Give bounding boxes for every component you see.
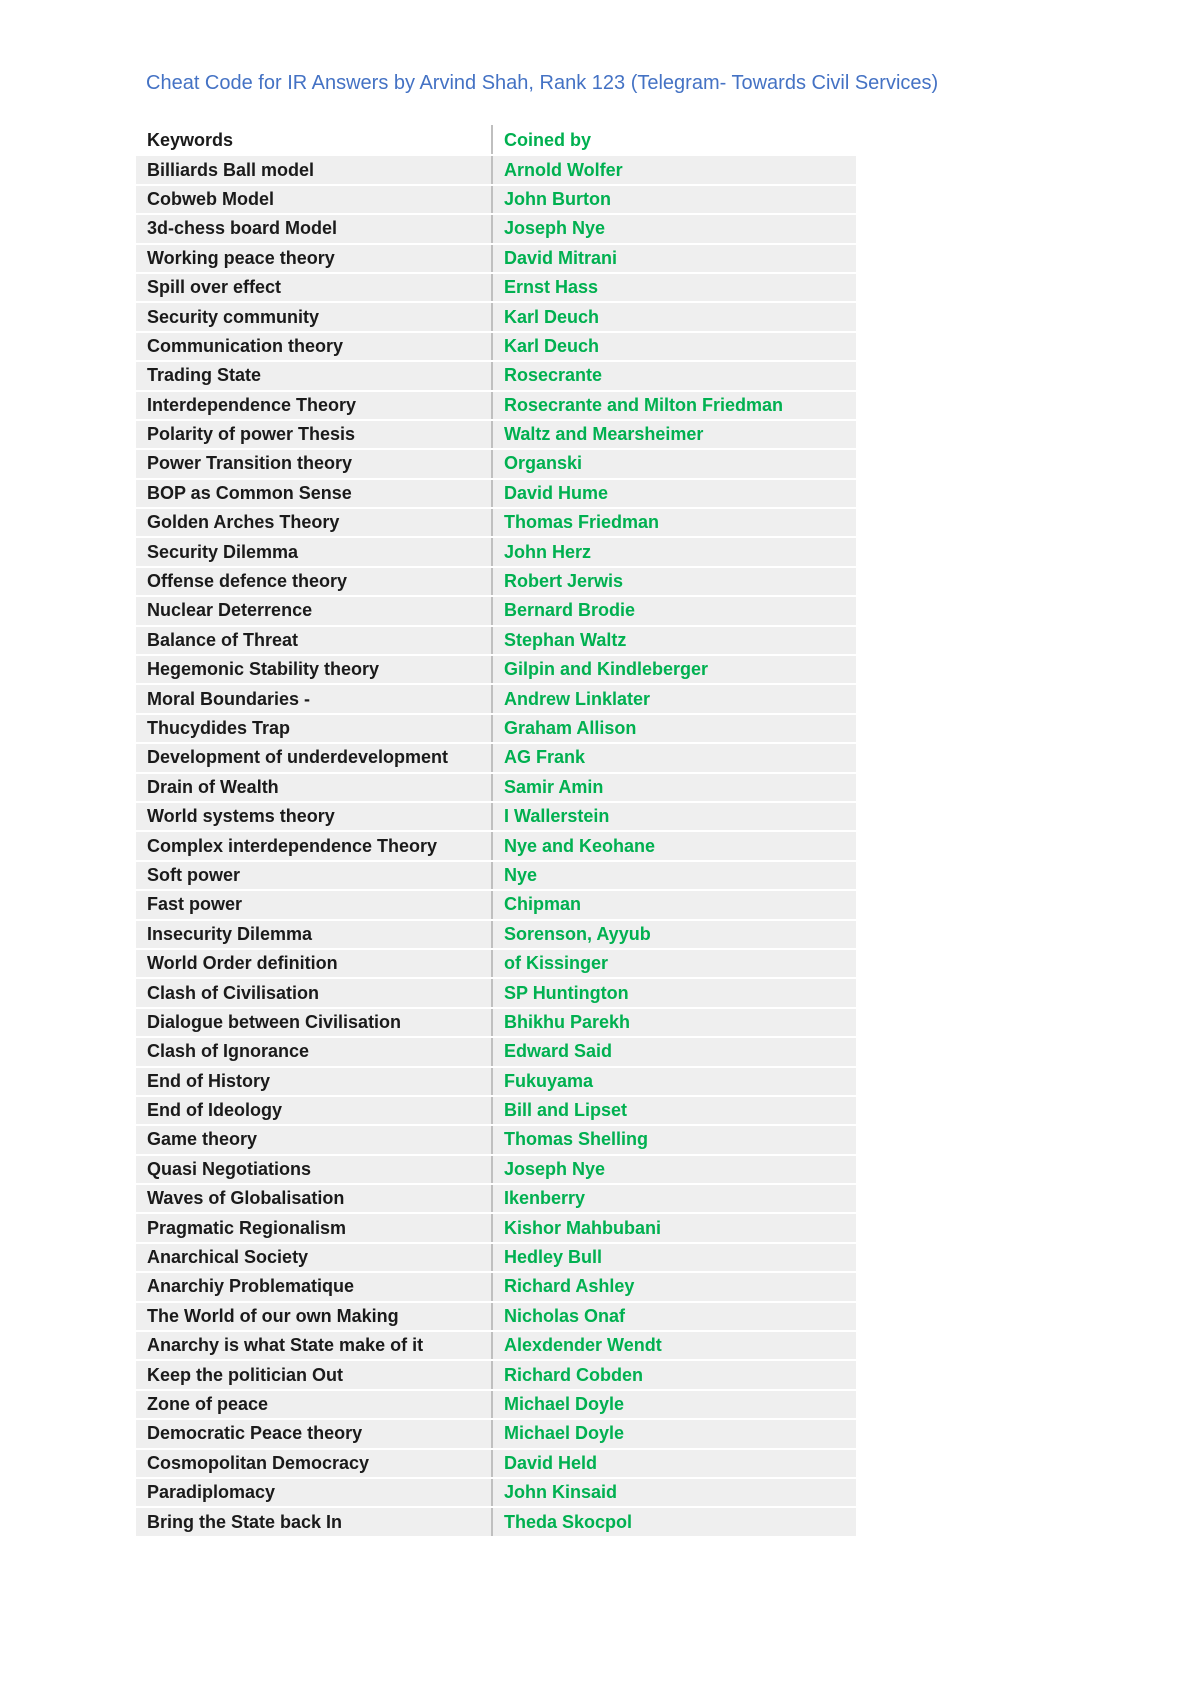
coined-by-cell: Kishor Mahbubani — [492, 1213, 857, 1242]
table-row — [135, 890, 857, 919]
table-row — [135, 537, 857, 566]
coined-by-cell: John Burton — [492, 185, 857, 214]
table-row — [135, 1449, 857, 1478]
keywords-table — [134, 125, 858, 1538]
table-row — [135, 361, 857, 390]
coined-by-cell: Waltz and Mearsheimer — [492, 420, 857, 449]
keyword-cell: Anarchical Society — [135, 1243, 492, 1272]
coined-by-cell: Bill and Lipset — [492, 1096, 857, 1125]
coined-by-cell: David Held — [492, 1449, 857, 1478]
coined-by-cell: AG Frank — [492, 743, 857, 772]
table-row — [135, 1037, 857, 1066]
keyword-cell: Anarchiy Problematique — [135, 1272, 492, 1301]
coined-by-cell: Rosecrante and Milton Friedman — [492, 391, 857, 420]
table-row — [135, 302, 857, 331]
table-row — [135, 1419, 857, 1448]
document-title: Cheat Code for IR Answers by Arvind Shah, Rank 123 (Telegram- Towards Civil Services) — [146, 72, 939, 94]
table-row — [135, 420, 857, 449]
keyword-cell: Bring the State back In — [135, 1507, 492, 1536]
keyword-cell: Power Transition theory — [135, 449, 492, 478]
keyword-cell: 3d-chess board Model — [135, 214, 492, 243]
coined-by-cell: Ikenberry — [492, 1184, 857, 1213]
table-row — [135, 214, 857, 243]
table-row — [135, 655, 857, 684]
keyword-cell: Soft power — [135, 861, 492, 890]
table-row — [135, 978, 857, 1007]
table-row — [135, 743, 857, 772]
keyword-cell: Golden Arches Theory — [135, 508, 492, 537]
coined-by-cell: David Mitrani — [492, 244, 857, 273]
coined-by-cell: John Kinsaid — [492, 1478, 857, 1507]
table-row — [135, 479, 857, 508]
keyword-cell: Development of underdevelopment — [135, 743, 492, 772]
keyword-cell: Zone of peace — [135, 1390, 492, 1419]
keyword-cell: Insecurity Dilemma — [135, 920, 492, 949]
keyword-cell: Paradiplomacy — [135, 1478, 492, 1507]
table-row — [135, 1272, 857, 1301]
keyword-cell: Game theory — [135, 1125, 492, 1154]
coined-by-cell: Bernard Brodie — [492, 596, 857, 625]
table-row — [135, 831, 857, 860]
table-row — [135, 508, 857, 537]
keyword-cell: BOP as Common Sense — [135, 479, 492, 508]
table-row — [135, 1478, 857, 1507]
keyword-cell: End of Ideology — [135, 1096, 492, 1125]
table-row — [135, 1390, 857, 1419]
coined-by-cell: Robert Jerwis — [492, 567, 857, 596]
table-row — [135, 449, 857, 478]
table-header-row — [135, 126, 857, 155]
coined-by-cell: Bhikhu Parekh — [492, 1008, 857, 1037]
keyword-cell: Pragmatic Regionalism — [135, 1213, 492, 1242]
keyword-cell: Cobweb Model — [135, 185, 492, 214]
header-keywords: Keywords — [135, 126, 492, 155]
coined-by-cell: Nicholas Onaf — [492, 1302, 857, 1331]
coined-by-cell: Nye and Keohane — [492, 831, 857, 860]
coined-by-cell: Fukuyama — [492, 1067, 857, 1096]
coined-by-cell: Karl Deuch — [492, 302, 857, 331]
table-row — [135, 1155, 857, 1184]
table-row — [135, 155, 857, 184]
table-row — [135, 1008, 857, 1037]
keyword-cell: Moral Boundaries - — [135, 684, 492, 713]
keyword-cell: Communication theory — [135, 332, 492, 361]
table-row — [135, 1360, 857, 1389]
table-row — [135, 802, 857, 831]
table-row — [135, 1213, 857, 1242]
coined-by-cell: of Kissinger — [492, 949, 857, 978]
keyword-cell: Keep the politician Out — [135, 1360, 492, 1389]
coined-by-cell: Joseph Nye — [492, 1155, 857, 1184]
coined-by-cell: Thomas Shelling — [492, 1125, 857, 1154]
table-row — [135, 773, 857, 802]
table-row — [135, 1125, 857, 1154]
table-row — [135, 626, 857, 655]
coined-by-cell: Thomas Friedman — [492, 508, 857, 537]
coined-by-cell: Hedley Bull — [492, 1243, 857, 1272]
table-row — [135, 1331, 857, 1360]
coined-by-cell: Graham Allison — [492, 714, 857, 743]
coined-by-cell: Theda Skocpol — [492, 1507, 857, 1536]
keyword-cell: Clash of Ignorance — [135, 1037, 492, 1066]
table-row — [135, 861, 857, 890]
keyword-cell: Polarity of power Thesis — [135, 420, 492, 449]
coined-by-cell: Edward Said — [492, 1037, 857, 1066]
keyword-cell: Interdependence Theory — [135, 391, 492, 420]
keyword-cell: Drain of Wealth — [135, 773, 492, 802]
keyword-cell: Dialogue between Civilisation — [135, 1008, 492, 1037]
coined-by-cell: Chipman — [492, 890, 857, 919]
table-row — [135, 244, 857, 273]
table-body — [135, 126, 857, 1537]
coined-by-cell: Nye — [492, 861, 857, 890]
header-coined-by: Coined by — [492, 126, 857, 155]
coined-by-cell: Samir Amin — [492, 773, 857, 802]
keyword-cell: Fast power — [135, 890, 492, 919]
table-row — [135, 391, 857, 420]
keyword-cell: Clash of Civilisation — [135, 978, 492, 1007]
coined-by-cell: Stephan Waltz — [492, 626, 857, 655]
keyword-cell: Security Dilemma — [135, 537, 492, 566]
coined-by-cell: Organski — [492, 449, 857, 478]
keyword-cell: End of History — [135, 1067, 492, 1096]
table-row — [135, 596, 857, 625]
table-row — [135, 920, 857, 949]
keyword-cell: Working peace theory — [135, 244, 492, 273]
coined-by-cell: Joseph Nye — [492, 214, 857, 243]
table-row — [135, 1096, 857, 1125]
coined-by-cell: David Hume — [492, 479, 857, 508]
coined-by-cell: Alexdender Wendt — [492, 1331, 857, 1360]
keyword-cell: World Order definition — [135, 949, 492, 978]
table-row — [135, 332, 857, 361]
table-row — [135, 185, 857, 214]
keyword-cell: Thucydides Trap — [135, 714, 492, 743]
keyword-cell: Waves of Globalisation — [135, 1184, 492, 1213]
keyword-cell: Anarchy is what State make of it — [135, 1331, 492, 1360]
keyword-cell: Spill over effect — [135, 273, 492, 302]
keyword-cell: Complex interdependence Theory — [135, 831, 492, 860]
table-row — [135, 273, 857, 302]
keyword-cell: World systems theory — [135, 802, 492, 831]
coined-by-cell: Gilpin and Kindleberger — [492, 655, 857, 684]
keyword-cell: Hegemonic Stability theory — [135, 655, 492, 684]
coined-by-cell: Arnold Wolfer — [492, 155, 857, 184]
coined-by-cell: John Herz — [492, 537, 857, 566]
table-row — [135, 1243, 857, 1272]
coined-by-cell: Andrew Linklater — [492, 684, 857, 713]
coined-by-cell: Sorenson, Ayyub — [492, 920, 857, 949]
table-row — [135, 949, 857, 978]
keyword-cell: Nuclear Deterrence — [135, 596, 492, 625]
keyword-cell: Security community — [135, 302, 492, 331]
coined-by-cell: Michael Doyle — [492, 1419, 857, 1448]
table-row — [135, 1507, 857, 1536]
keyword-cell: Cosmopolitan Democracy — [135, 1449, 492, 1478]
keyword-cell: Billiards Ball model — [135, 155, 492, 184]
keyword-cell: Quasi Negotiations — [135, 1155, 492, 1184]
table-row — [135, 1067, 857, 1096]
table-row — [135, 684, 857, 713]
keyword-cell: The World of our own Making — [135, 1302, 492, 1331]
coined-by-cell: Richard Cobden — [492, 1360, 857, 1389]
coined-by-cell: Rosecrante — [492, 361, 857, 390]
coined-by-cell: SP Huntington — [492, 978, 857, 1007]
keyword-cell: Balance of Threat — [135, 626, 492, 655]
coined-by-cell: Ernst Hass — [492, 273, 857, 302]
coined-by-cell: Karl Deuch — [492, 332, 857, 361]
coined-by-cell: Michael Doyle — [492, 1390, 857, 1419]
keyword-cell: Trading State — [135, 361, 492, 390]
coined-by-cell: Richard Ashley — [492, 1272, 857, 1301]
keyword-cell: Offense defence theory — [135, 567, 492, 596]
table-row — [135, 1184, 857, 1213]
table-row — [135, 567, 857, 596]
coined-by-cell: I Wallerstein — [492, 802, 857, 831]
table-row — [135, 1302, 857, 1331]
table-row — [135, 714, 857, 743]
keyword-cell: Democratic Peace theory — [135, 1419, 492, 1448]
